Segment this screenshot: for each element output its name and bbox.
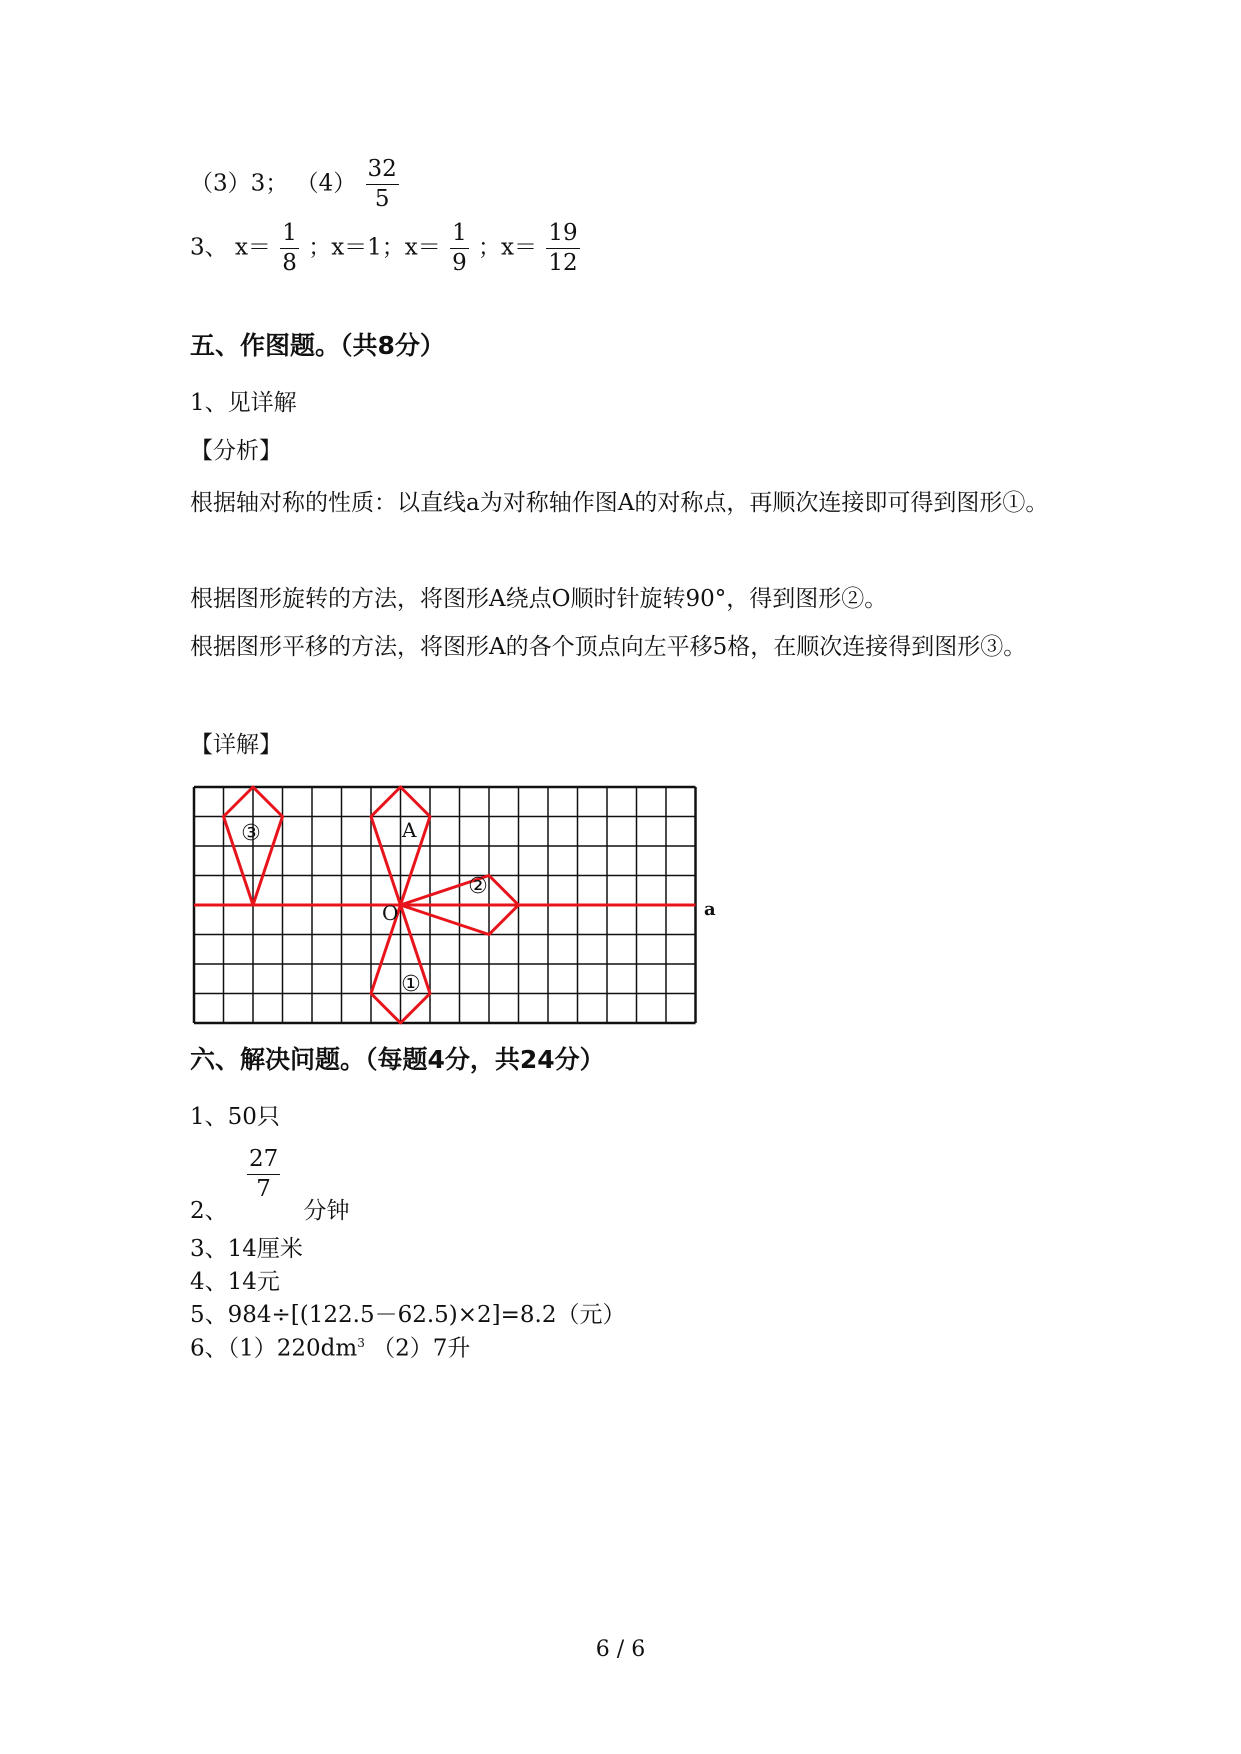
fraction-numerator: 1 bbox=[450, 222, 469, 249]
label-axis-a: a bbox=[704, 899, 716, 920]
fraction bbox=[546, 222, 579, 275]
fraction-numerator: 27 bbox=[247, 1148, 280, 1175]
label-shape-3: ③ bbox=[241, 821, 261, 846]
question-1-answer: 1、见详解 bbox=[190, 390, 297, 416]
answer-prefix: 3、 bbox=[190, 234, 228, 261]
problem-5-answer: 5、984÷[(122.5－62.5)×2]=8.2（元） bbox=[190, 1302, 626, 1328]
fraction bbox=[247, 1148, 280, 1201]
section-heading-drawing: 五、作图题。（共8分） bbox=[190, 331, 445, 360]
answer-part-3: （3）3； bbox=[190, 170, 289, 197]
fraction bbox=[450, 222, 469, 275]
analysis-paragraph-1: 根据轴对称的性质：以直线a为对称轴作图A的对称点，再顺次连接即可得到图形①。 bbox=[190, 490, 1049, 516]
fraction-numerator: 19 bbox=[546, 222, 579, 249]
symmetry-grid-figure bbox=[192, 785, 722, 1030]
fraction-numerator: 1 bbox=[280, 222, 299, 249]
problem-2-prefix: 2、 bbox=[190, 1198, 228, 1224]
problem-4-answer: 4、14元 bbox=[190, 1269, 280, 1295]
label-shape-1: ① bbox=[401, 972, 421, 997]
problem-6-superscript: 3 bbox=[357, 1336, 365, 1350]
equation-x1: x＝ bbox=[234, 234, 271, 261]
label-shape-2: ② bbox=[468, 874, 488, 899]
analysis-paragraph-2: 根据图形旋转的方法，将图形A绕点O顺时针旋转90°，得到图形②。 bbox=[190, 586, 888, 612]
fraction-numerator: 32 bbox=[366, 158, 399, 185]
fraction-denominator: 5 bbox=[374, 186, 390, 212]
problem-2-answer bbox=[190, 1148, 350, 1223]
fraction-denominator: 8 bbox=[282, 250, 297, 276]
problem-6-text: 6、（1）220dm bbox=[190, 1335, 358, 1362]
equation-x4: ；x＝ bbox=[478, 234, 538, 261]
answer-line-equations bbox=[190, 222, 582, 275]
problem-6-answer bbox=[190, 1337, 470, 1361]
equation-x2: ；x＝1；x＝ bbox=[308, 234, 441, 261]
problem-3-answer: 3、14厘米 bbox=[190, 1236, 303, 1262]
problem-6-tail: （2）7升 bbox=[372, 1335, 471, 1362]
answer-line-3-4 bbox=[190, 158, 401, 211]
red-shapes bbox=[194, 787, 696, 1023]
page-number: 6 / 6 bbox=[595, 1637, 646, 1662]
problem-2-unit: 分钟 bbox=[303, 1198, 350, 1224]
problem-1-answer: 1、50只 bbox=[190, 1104, 280, 1130]
fraction bbox=[366, 158, 399, 211]
answer-part-4: （4） bbox=[295, 170, 357, 197]
fraction-denominator: 12 bbox=[548, 250, 578, 276]
detail-label: 【详解】 bbox=[190, 732, 282, 758]
fraction-denominator: 9 bbox=[452, 250, 467, 276]
label-origin-o: O bbox=[382, 901, 399, 925]
fraction bbox=[280, 222, 299, 275]
section-heading-problems: 六、解决问题。（每题4分，共24分） bbox=[190, 1045, 605, 1074]
analysis-paragraph-3: 根据图形平移的方法，将图形A的各个顶点向左平移5格，在顺次连接得到图形③。 bbox=[190, 634, 1027, 660]
analysis-label: 【分析】 bbox=[190, 438, 282, 464]
fraction-denominator: 7 bbox=[256, 1176, 271, 1202]
label-shape-a: A bbox=[402, 818, 417, 842]
